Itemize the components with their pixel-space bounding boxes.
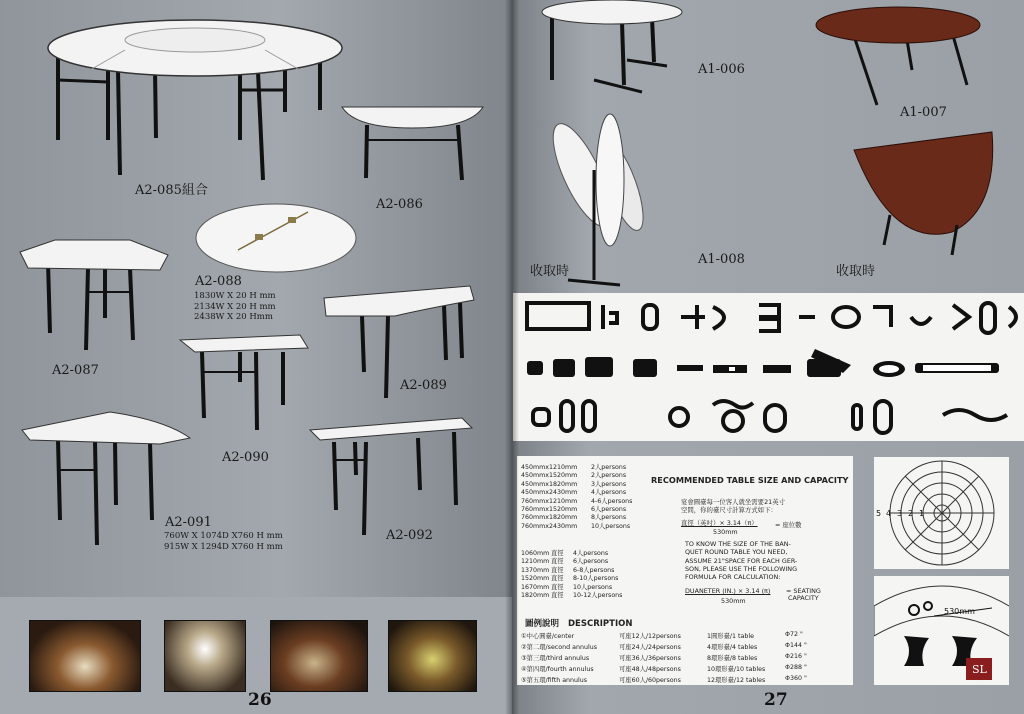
layout-u-shape — [527, 303, 589, 329]
spec-line: 1830W X 20 H mm — [194, 291, 276, 301]
round-size: 1060mm — [521, 550, 550, 557]
note-line: 空間，你的臺尺寸計算方式如下： — [681, 506, 777, 515]
english-note — [685, 540, 797, 581]
note-line: QUET ROUND TABLE YOU NEED, — [685, 548, 788, 557]
size-value: 760mmx1520mm — [521, 506, 578, 514]
label-a2-088: A2-088 — [195, 274, 242, 289]
round-dia: 直徑 — [551, 558, 564, 566]
round-row — [521, 584, 622, 592]
round-row — [521, 558, 622, 566]
round-size: 1520mm — [521, 575, 550, 583]
ring-number: 2 — [908, 509, 914, 518]
legend-diameter: Φ144 " — [785, 642, 807, 649]
size-persons: 2人persons — [591, 472, 627, 480]
legend-capacity: 可座60人/60persons — [619, 677, 681, 684]
table-a1-007-image — [816, 7, 980, 105]
table-a2-089-image — [324, 286, 474, 398]
table-a2-086-image — [342, 107, 483, 180]
label-a2-087: A2-087 — [52, 363, 99, 378]
size-value: 450mmx2430mm — [521, 489, 578, 497]
round-row — [521, 567, 622, 575]
a2-091-specs — [164, 531, 283, 552]
size-persons: 2人persons — [591, 464, 627, 471]
ring-number: 5 — [876, 509, 882, 518]
legend-title — [525, 617, 632, 629]
legend-capacity: 可座48人/48persons — [619, 666, 681, 673]
table-a2-088-image — [196, 204, 356, 272]
label-a2-089: A2-089 — [400, 378, 447, 393]
spec-box — [517, 456, 853, 685]
layout-ring — [833, 307, 859, 327]
spec-line: 915W X 1294D X760 H mm — [164, 541, 283, 552]
size-value: 450mmx1820mm — [521, 480, 578, 488]
banquet-photo-3 — [270, 620, 368, 692]
legend-capacity: 可座36人/36persons — [619, 655, 681, 662]
legend-diameter: Φ360 " — [785, 675, 807, 682]
round-persons: 10人persons — [573, 583, 613, 591]
size-persons: 4人persons — [591, 489, 627, 497]
sl-logo-text: SL — [972, 663, 987, 676]
layout-arrangements-strip — [513, 293, 1024, 441]
size-value: 450mmx1210mm — [521, 464, 578, 471]
legend-diameter: Φ72 " — [785, 631, 803, 638]
size-persons: 4-6人persons — [591, 497, 633, 505]
legend-tables: 12環形臺/12 tables — [707, 677, 766, 684]
chinese-formula-denominator: 530mm — [713, 528, 738, 536]
size-row — [521, 489, 632, 497]
legend-ring: ①中心圓臺/center — [521, 633, 575, 640]
concentric-ring-diagram — [874, 457, 1009, 569]
label-a1-008: A1-008 — [698, 252, 745, 267]
rect-table-sizes — [521, 464, 632, 531]
layout-l-shape — [873, 307, 891, 327]
size-row — [521, 523, 632, 531]
round-size: 1670mm — [521, 583, 550, 591]
size-row — [521, 472, 632, 480]
layout-t-shape — [681, 305, 705, 329]
legend-tables: 8環形臺/8 tables — [707, 655, 758, 662]
round-size: 1210mm — [521, 558, 550, 566]
page-number-right: 27 — [764, 690, 788, 710]
size-row — [521, 514, 632, 522]
note-line: TO KNOW THE SIZE OF THE BAN- — [685, 540, 791, 548]
label-a2-090: A2-090 — [222, 450, 269, 465]
round-persons: 6人persons — [573, 558, 609, 566]
banquet-photo-1 — [29, 620, 141, 692]
legend-diameter: Φ288 " — [785, 664, 807, 671]
label-a2-086: A2-086 — [376, 197, 423, 212]
english-formula-result-1: = SEATING — [786, 587, 821, 595]
spec-line: 2134W X 20 H mm — [194, 301, 276, 312]
table-a1-006-image — [542, 0, 682, 92]
size-persons: 8人persons — [591, 514, 627, 522]
legend-ring: ④第四環/fourth annulus — [521, 666, 594, 673]
legend-ring: ②第二環/second annulus — [521, 644, 597, 651]
layout-oval-small — [643, 305, 657, 329]
legend-tables: 1圓形臺/1 table — [707, 633, 754, 640]
layout-oval-tall — [981, 303, 995, 333]
label-a1-007: A1-007 — [900, 105, 947, 120]
layout-pictograms — [513, 293, 1024, 441]
round-row — [521, 575, 622, 583]
round-row — [521, 592, 622, 600]
layout-stack — [759, 305, 779, 331]
legend-tables: 4環形臺/4 tables — [707, 644, 758, 651]
note-line: FORMULA FOR CALCULATION: — [685, 573, 781, 582]
round-size: 1370mm — [521, 566, 550, 574]
label-folded-left: 收取時 — [530, 264, 570, 279]
size-value: 760mmx1820mm — [521, 514, 578, 522]
layout-arc-shape — [713, 307, 724, 329]
folded-wood-table-image — [854, 132, 993, 255]
legend-tables: 10環形臺/10 tables — [707, 666, 766, 673]
layout-arc-end — [1009, 307, 1016, 327]
size-value: 760mmx2430mm — [521, 522, 578, 530]
ring-number: 1 — [919, 509, 925, 518]
label-folded-right: 收取時 — [836, 264, 876, 279]
book-spine-shadow — [505, 0, 519, 714]
english-formula: DUANETER (IN.) × 3.14 (π) — [685, 587, 771, 595]
english-formula-result-2: CAPACITY — [788, 594, 819, 602]
label-a2-091: A2-091 — [165, 515, 212, 530]
round-dia: 直徑 — [551, 575, 564, 583]
table-a2-085-image — [48, 20, 342, 180]
round-persons: 4人persons — [573, 550, 609, 557]
right-page-tables — [512, 0, 1024, 300]
legend-diameter: Φ216 " — [785, 653, 807, 660]
size-persons: 10人persons — [591, 522, 631, 530]
legend-ring: ⑤第五環/fifth annulus — [521, 677, 588, 684]
table-a2-087-image — [20, 240, 168, 350]
layout-chevron — [953, 305, 969, 329]
label-a2-092: A2-092 — [386, 528, 433, 543]
a2-088-specs — [194, 291, 276, 323]
size-row — [521, 481, 632, 489]
ring-number: 3 — [897, 509, 903, 518]
size-persons: 3人persons — [591, 480, 627, 488]
size-value: 760mmx1210mm — [521, 497, 578, 505]
banquet-photo-2 — [164, 620, 246, 692]
spec-line: 760W X 1074D X760 H mm — [164, 531, 283, 541]
seat-dimension-label: 530mm — [944, 607, 975, 616]
round-persons: 8-10人persons — [573, 575, 619, 583]
note-line: 宴會圓臺每一位客人就坐需要21英寸 — [681, 498, 785, 506]
banquet-photo-4 — [388, 620, 477, 692]
legend-capacity: 可座12人/12persons — [619, 633, 681, 640]
spec-line: 2438W X 20 Hmm — [194, 312, 273, 322]
table-a2-090-image — [180, 335, 308, 430]
round-persons: 6-8人persons — [573, 566, 615, 574]
round-persons: 10-12人persons — [573, 592, 623, 600]
seating-row-3 — [533, 401, 1007, 433]
seating-row-2 — [527, 349, 999, 377]
layout-i-shape — [603, 305, 617, 329]
legend-title-cn: 圖例說明 — [525, 619, 560, 629]
size-row — [521, 498, 632, 506]
legend-ring: ③第三環/third annulus — [521, 655, 590, 662]
round-dia: 直徑 — [551, 592, 564, 600]
round-dia: 直徑 — [551, 566, 564, 574]
layout-crescent — [911, 317, 931, 324]
seat-diagram-svg — [874, 576, 1009, 685]
label-a2-085: A2-085組合 — [135, 183, 208, 198]
chinese-note — [681, 498, 785, 515]
table-a2-092-image — [310, 418, 472, 535]
label-a1-006: A1-006 — [698, 62, 745, 77]
chinese-formula: 直徑（英吋）× 3.14（π） — [681, 519, 758, 527]
round-dia: 直徑 — [551, 550, 564, 557]
spec-title: RECOMMENDED TABLE SIZE AND CAPACITY — [651, 475, 849, 485]
page-number-left: 26 — [248, 690, 272, 710]
english-formula-denominator: 530mm — [721, 597, 746, 605]
size-value: 450mmx1520mm — [521, 472, 578, 480]
round-table-sizes — [521, 550, 622, 600]
chinese-formula-result: = 座位數 — [775, 521, 802, 529]
note-line: ASSUME 21"SPACE FOR EACH GER- — [685, 556, 798, 565]
ring-diagram-svg — [874, 457, 1009, 569]
round-size: 1820mm — [521, 592, 550, 600]
legend-capacity: 可座24人/24persons — [619, 644, 681, 651]
round-dia: 直徑 — [551, 583, 564, 591]
note-line: SON, PLEASE USE THE FOLLOWING — [685, 564, 798, 573]
legend-title-en: DESCRIPTION — [567, 619, 633, 629]
ring-number: 4 — [886, 509, 892, 518]
seat-dimension-diagram — [874, 576, 1009, 685]
size-persons: 6人persons — [591, 506, 627, 514]
